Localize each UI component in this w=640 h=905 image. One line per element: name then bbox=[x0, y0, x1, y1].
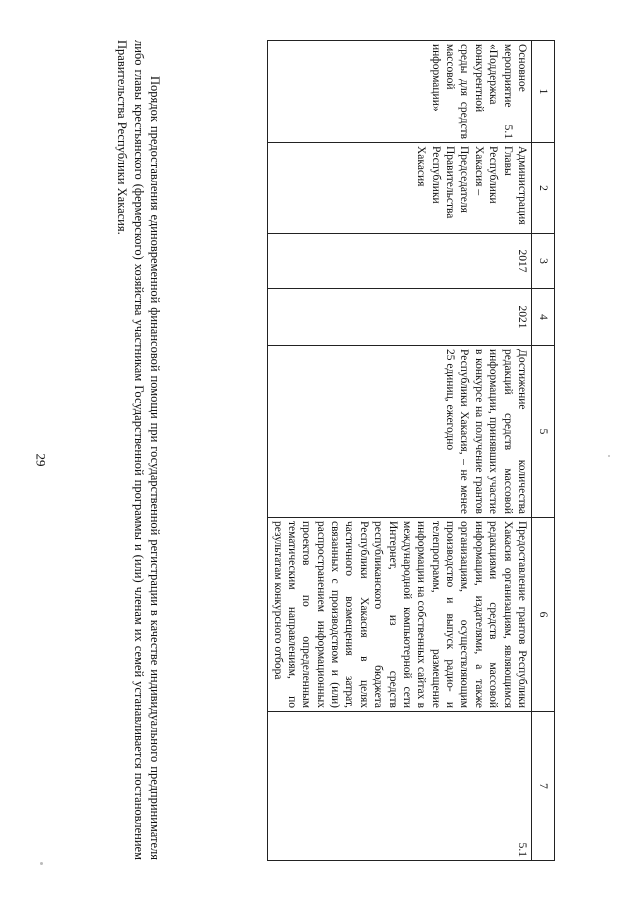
scan-dot bbox=[608, 455, 610, 457]
result-cell: Достижение количества редакций средств массовой информации, принявших участие в конкурсе на получение грантов Республики Хакасия, – не менее 25 единиц, ежегодно bbox=[268, 346, 532, 518]
end-year-cell: 2021 bbox=[268, 289, 532, 346]
table-row bbox=[268, 41, 532, 861]
content-cell: Предоставление грантов Республики Хакасия организациям, являющимся редакциями средств массовой информации, издателями, а также организациям, осуществляющим производство и выпуск радио- и телепрограмм, размещение информации на собственных сайтах в международной компьютерной сети Интернет, из средств республиканского бюджета Республики Хакасия в целях частичного возмещения затрат, связанных с производством и (или) распространением информационных проектов по определенным тематическим направлениям, по результатам конкурсного отбора bbox=[268, 518, 532, 712]
rotated-page-content bbox=[85, 40, 555, 860]
column-header: 1 bbox=[532, 41, 555, 143]
start-year-cell: 2017 bbox=[268, 234, 532, 289]
column-header: 2 bbox=[532, 143, 555, 234]
column-header: 6 bbox=[532, 518, 555, 712]
column-header: 7 bbox=[532, 712, 555, 861]
executor-cell: Администрация Главы Республики Хакасия – Председателя Правительства Республики Хакасия bbox=[268, 143, 532, 234]
link-cell: 5.1 bbox=[268, 712, 532, 861]
scan-dot bbox=[40, 862, 43, 865]
column-header: 5 bbox=[532, 346, 555, 518]
body-paragraph: Порядок предоставления единовременной финансовой помощи при государственной регистрации в качестве индивидуального предпринимателя либо главы крестьянского (фермерского) хозяйства участникам Государственной программы и (или) членам их семей устанавливается постановлением Правительства Республики Хакасия. bbox=[115, 40, 162, 860]
column-header: 3 bbox=[532, 234, 555, 289]
event-cell: Основное мероприятие 5.1 «Поддержка конкурентной среды для средств массовой информации» bbox=[268, 41, 532, 143]
table-header-row bbox=[532, 41, 555, 861]
column-header: 4 bbox=[532, 289, 555, 346]
program-table bbox=[267, 40, 555, 861]
page-number: 29 bbox=[33, 453, 49, 467]
